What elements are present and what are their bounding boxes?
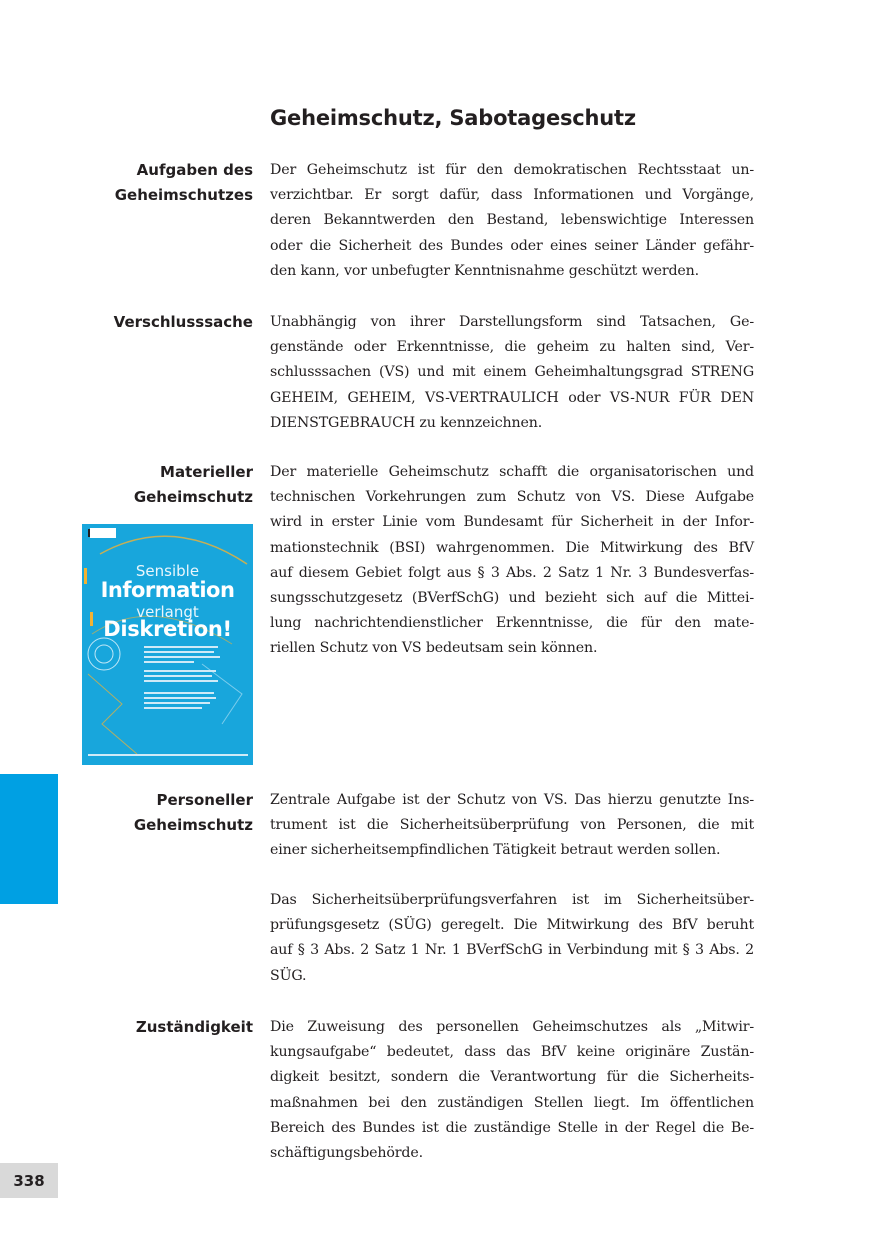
section-label-line: Geheimschutz (133, 816, 253, 834)
section-label-personeller (53, 788, 253, 838)
section-label-line: Verschlusssache (113, 313, 253, 331)
paragraph-materieller (270, 460, 754, 662)
text-line: verzichtbar. Er sorgt dafür, dass Informationen und Vorgänge, (270, 187, 754, 204)
page-title: Geheimschutz, Sabotageschutz (270, 106, 636, 130)
section-label-line: Geheimschutzes (114, 186, 253, 204)
poster-image (82, 524, 253, 765)
page-number: 338 (0, 1163, 58, 1198)
text-line: Zentrale Aufgabe ist der Schutz von VS. Das hierzu genutzte Ins- (270, 792, 754, 808)
paragraph-zustaendigkeit (270, 1015, 754, 1166)
poster-line: Information (100, 578, 235, 602)
paragraph-sueg (270, 888, 754, 989)
poster-line: Sensible (135, 562, 200, 580)
text-line: auf § 3 Abs. 2 Satz 1 Nr. 1 BVerfSchG in Verbindung mit § 3 Abs. 2 (270, 942, 754, 959)
text-line: Die Zuweisung des personellen Geheimschutzes als „Mitwir- (270, 1019, 754, 1035)
paragraph-personeller (270, 788, 754, 864)
text-line: sungsschutzgesetz (BVerfSchG) und bezieht sich auf die Mittei- (270, 590, 754, 607)
chapter-tab (0, 774, 58, 904)
text-line: den kann, vor unbefugter Kenntnisnahme geschützt werden. (270, 262, 699, 279)
text-line: GEHEIM, GEHEIM, VS-VERTRAULICH oder VS-NUR FÜR DEN (270, 389, 754, 406)
paragraph-verschlusssache (270, 310, 754, 436)
text-line: Bereich des Bundes ist die zuständige Stelle in der Regel die Be- (270, 1119, 754, 1136)
section-label-materieller (53, 460, 253, 510)
poster-line: verlangt (136, 603, 199, 621)
text-line: SÜG. (270, 967, 307, 984)
section-label-aufgaben (53, 158, 253, 208)
text-line: Unabhängig von ihrer Darstellungsform sind Tatsachen, Ge- (270, 314, 754, 330)
text-line: auf diesem Gebiet folgt aus § 3 Abs. 2 Satz 1 Nr. 3 Bundesverfas- (270, 564, 754, 581)
text-line: mationstechnik (BSI) wahrgenommen. Die Mitwirkung des BfV (270, 539, 754, 556)
poster-line: Diskretion! (103, 617, 232, 641)
text-line: Das Sicherheitsüberprüfungsverfahren ist im Sicherheitsüber- (270, 892, 754, 908)
text-line: oder die Sicherheit des Bundes oder eines seiner Länder gefähr- (270, 237, 754, 254)
text-line: wird in erster Linie vom Bundesamt für Sicherheit in der Infor- (270, 514, 754, 531)
section-label-line: Materieller (160, 463, 253, 481)
section-label-line: Zuständigkeit (135, 1018, 253, 1036)
text-line: digkeit besitzt, sondern die Verantwortung für die Sicherheits- (270, 1069, 754, 1086)
section-label-line: Aufgaben des (136, 161, 253, 179)
text-line: technischen Vorkehrungen zum Schutz von VS. Diese Aufgabe (270, 489, 754, 506)
text-line: einer sicherheitsempfindlichen Tätigkeit betraut werden sollen. (270, 842, 721, 859)
text-line: trument ist die Sicherheitsüberprüfung von Personen, die mit (270, 817, 754, 834)
text-line: DIENSTGEBRAUCH zu kennzeichnen. (270, 414, 543, 431)
text-line: maßnahmen bei den zuständigen Stellen liegt. Im öffentlichen (270, 1094, 754, 1111)
text-line: deren Bekanntwerden den Bestand, lebenswichtige Interessen (270, 212, 754, 229)
text-line: genstände oder Erkenntnisse, die geheim zu halten sind, Ver- (270, 339, 754, 356)
section-label-zustaendigkeit (53, 1015, 253, 1040)
section-label-line: Personeller (156, 791, 253, 809)
text-line: Der Geheimschutz ist für den demokratischen Rechtsstaat un- (270, 162, 754, 178)
text-line: riellen Schutz von VS bedeutsam sein können. (270, 640, 598, 657)
text-line: schlusssachen (VS) und mit einem Geheimhaltungsgrad STRENG (270, 364, 754, 381)
text-line: kungsaufgabe“ bedeutet, dass das BfV keine originäre Zustän- (270, 1044, 754, 1061)
section-label-verschlusssache (53, 310, 253, 335)
text-line: Der materielle Geheimschutz schafft die organisatorischen und (270, 464, 754, 480)
text-line: lung nachrichtendienstlicher Erkenntnisse, die für den mate- (270, 615, 754, 632)
section-label-line: Geheimschutz (133, 488, 253, 506)
poster-graphics (82, 524, 253, 765)
paragraph-aufgaben (270, 158, 754, 284)
text-line: schäftigungsbehörde. (270, 1145, 423, 1162)
text-line: prüfungsgesetz (SÜG) geregelt. Die Mitwirkung des BfV beruht (270, 917, 754, 934)
